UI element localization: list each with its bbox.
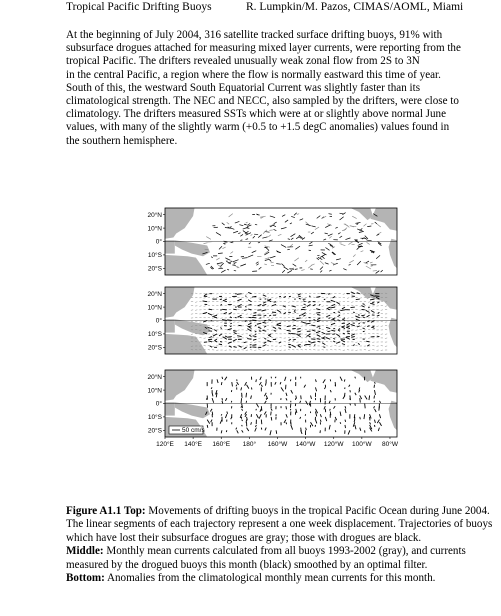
intro-line: the southern hemisphere. xyxy=(66,134,178,147)
lat-tick-label: 20°S xyxy=(147,265,162,273)
lat-tick-label: 10°N xyxy=(147,387,162,395)
lat-tick-label: 20°N xyxy=(147,290,162,298)
caption-bottom-text: Anomalies from the climatological monthly mean currents for this month. xyxy=(104,572,436,585)
lat-tick-label: 20°N xyxy=(147,373,162,381)
header-authors: R. Lumpkin/M. Pazos, CIMAS/AOML, Miami xyxy=(246,1,464,13)
lat-tick-label: 10°N xyxy=(147,225,162,233)
lon-tick-label: 160°W xyxy=(267,441,288,448)
intro-line: subsurface drogues attached for measuring mixed layer currents, were reporting from the xyxy=(66,42,461,55)
caption-top-label: Figure A1.1 Top: xyxy=(66,505,146,517)
lon-tick-label: 120°E xyxy=(156,441,174,448)
lon-tick-label: 160°E xyxy=(212,441,231,448)
intro-line: values, with many of the slightly warm (+0.5 to +1.5 degC anomalies) values found in xyxy=(66,121,450,134)
intro-paragraph xyxy=(66,29,496,148)
lat-tick-label: 0° xyxy=(155,400,162,408)
drifter-map-figure xyxy=(135,204,407,456)
lat-tick-label: 20°S xyxy=(147,427,162,435)
lon-tick-label: 100°W xyxy=(352,441,372,448)
lat-tick-label: 0° xyxy=(155,317,162,325)
caption-top xyxy=(66,505,498,545)
caption-middle xyxy=(66,545,498,572)
page-header xyxy=(66,1,464,13)
caption-top-text: Movements of drifting buoys in the tropical Pacific Ocean during June 2004. The linear segments of each trajectory represent a one week displacement. Trajectories of buoys which have lost their subsurface drogues are gray; those with drogues are black. xyxy=(66,505,493,544)
lon-tick-label: 180° xyxy=(242,441,257,448)
land-mass xyxy=(165,240,175,253)
lon-tick-label: 140°W xyxy=(295,441,316,448)
lon-tick-label: 80°W xyxy=(381,441,398,448)
caption-bottom xyxy=(66,572,498,585)
caption-middle-label: Middle: xyxy=(66,545,104,558)
lat-tick-label: 10°S xyxy=(147,414,162,422)
header-title: Tropical Pacific Drifting Buoys xyxy=(66,1,212,13)
land-mass xyxy=(165,319,175,332)
lat-tick-label: 0° xyxy=(155,238,162,246)
intro-line: in the central Pacific, a region where the flow is normally eastward this time of year. xyxy=(66,68,441,81)
lat-tick-label: 10°S xyxy=(147,331,162,339)
intro-line: climatological strength. The NEC and NECC, also sampled by the drifters, were close to xyxy=(66,95,459,108)
map-panels xyxy=(135,204,407,456)
map-panel-top xyxy=(147,208,404,275)
intro-line: climatology. The drifters measured SSTs which were at or slightly above normal June xyxy=(66,108,447,121)
scale-label: 50 cm/s xyxy=(182,427,205,434)
caption-middle-text: Monthly mean currents calculated from all buoys 1993-2002 (gray), and currents measured by the drogued buoys this month (black) smoothed by an optimal filter. xyxy=(66,545,466,571)
caption-bottom-label: Bottom: xyxy=(66,572,105,585)
intro-line: At the beginning of July 2004, 316 satellite tracked surface drifting buoys, 91% with xyxy=(66,29,443,41)
lat-tick-label: 20°N xyxy=(147,211,162,219)
lon-tick-label: 140°E xyxy=(184,441,203,448)
lat-tick-label: 10°N xyxy=(147,304,162,312)
lat-tick-label: 10°S xyxy=(147,252,162,260)
figure-caption xyxy=(66,505,498,585)
intro-line: tropical Pacific. The drifters revealed unusually weak zonal flow from 2S to 3N xyxy=(66,55,420,68)
map-panel-middle xyxy=(147,287,404,354)
map-panel-bottom xyxy=(147,370,404,448)
land-mass xyxy=(165,402,175,415)
lat-tick-label: 20°S xyxy=(147,344,162,352)
intro-line: South of this, the westward South Equatorial Current was slightly faster than its xyxy=(66,81,421,94)
lon-tick-label: 120°W xyxy=(323,441,344,448)
